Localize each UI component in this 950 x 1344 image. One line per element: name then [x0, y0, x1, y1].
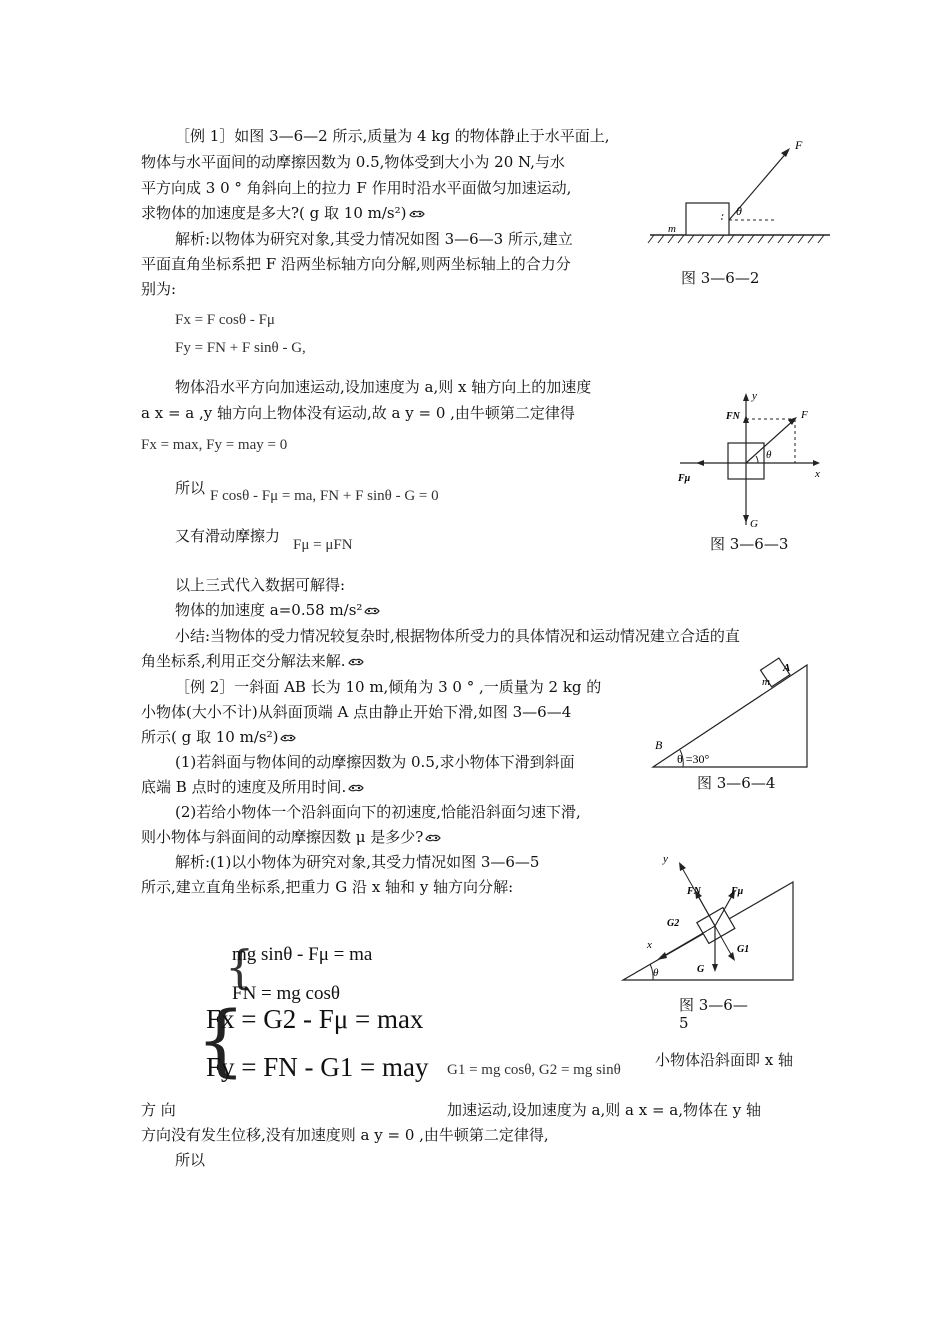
- fig5-FN: FN: [687, 886, 701, 897]
- ex1-line-3: 平方向成 3 0 ° 角斜向上的拉力 F 作用时沿水平面做匀加速运动,: [141, 179, 572, 197]
- fig3-F: F: [801, 409, 808, 421]
- fig3-y: y: [752, 390, 757, 402]
- fig4-m: m: [762, 676, 770, 688]
- ex2-q2-2: 则小物体与斜面间的动摩擦因数 μ 是多少?: [141, 828, 424, 846]
- ex2-q2-2-wrap: [141, 825, 441, 849]
- ex1-p2-2: a x = a ,y 轴方向上物体没有运动,故 a y = 0 ,由牛顿第二定律得: [141, 404, 575, 422]
- equation-friction: Fμ = μFN: [293, 537, 353, 553]
- fig5-theta: θ: [653, 967, 659, 979]
- brace-small: {: [225, 940, 255, 994]
- caption-3-6-2: 图 3—6—2: [681, 269, 760, 287]
- summary-1: 小结:当物体的受力情况较复杂时,根据物体所受力的具体情况和运动情况建立合适的直: [175, 627, 740, 645]
- ex1-line-1: ［例 1］如图 3—6—2 所示,质量为 4 kg 的物体静止于水平面上,: [175, 127, 610, 145]
- equation-newton: Fx = max, Fy = may = 0: [141, 437, 288, 453]
- ex1-analysis-3: 别为:: [141, 280, 177, 298]
- return-mark-icon: [409, 209, 425, 219]
- ex2-final: 所以: [175, 1151, 206, 1169]
- system-1b: FN = mg cosθ: [232, 983, 340, 1004]
- figure-3-6-5: [615, 848, 805, 988]
- ex2-analysis-2: 所示,建立直角坐标系,把重力 G 沿 x 轴和 y 轴方向分解:: [141, 878, 514, 896]
- fig2-m: m: [668, 223, 676, 235]
- fig5-x: x: [647, 939, 652, 951]
- fig5-y: y: [663, 853, 668, 865]
- fig2-theta: θ: [736, 204, 742, 218]
- friction-label: 又有滑动摩擦力: [175, 527, 281, 545]
- ex1-line-4: 求物体的加速度是多大?( g 取 10 m/s²): [141, 204, 407, 222]
- accel-wrap: [175, 598, 380, 622]
- fig4-A: A: [783, 662, 791, 674]
- fig5-G2: G2: [667, 918, 680, 929]
- ex2-q1-1: (1)若斜面与物体间的动摩擦因数为 0.5,求小物体下滑到斜面: [175, 753, 575, 771]
- so-label: 所以: [175, 479, 206, 497]
- ex1-analysis-1: 解析:以物体为研究对象,其受力情况如图 3—6—3 所示,建立: [175, 230, 573, 248]
- ex2-line-2: 小物体(大小不计)从斜面顶端 A 点由静止开始下滑,如图 3—6—4: [141, 703, 572, 721]
- ex2-dir-word: 方 向: [141, 1101, 176, 1119]
- ex2-q1-2-wrap: [141, 775, 364, 799]
- ex2-p4: 方向没有发生位移,没有加速度则 a y = 0 ,由牛顿第二定律得,: [141, 1126, 549, 1144]
- ex2-analysis-1: 解析:(1)以小物体为研究对象,其受力情况如图 3—6—5: [175, 853, 540, 871]
- fig5-Fmu: Fμ: [731, 886, 744, 897]
- fig5-G1: G1: [737, 944, 750, 955]
- ex1-analysis-2: 平面直角坐标系把 F 沿两坐标轴方向分解,则两坐标轴上的合力分: [141, 255, 571, 273]
- caption-3-6-5-line2: 5: [679, 1014, 689, 1032]
- ex2-q2-1: (2)若给小物体一个沿斜面向下的初速度,恰能沿斜面匀速下滑,: [175, 803, 581, 821]
- fig3-G: G: [750, 518, 758, 530]
- fig3-FN: FN: [726, 411, 740, 422]
- system-2b: Fy = FN - G1 = may: [206, 1052, 429, 1082]
- system-1a: mg sinθ - Fμ = ma: [232, 944, 373, 965]
- return-mark-icon: [348, 783, 364, 793]
- ex1-p2-1: 物体沿水平方向加速运动,设加速度为 a,则 x 轴方向上的加速度: [175, 378, 592, 396]
- fig3-Fmu: Fμ: [678, 473, 691, 484]
- equation-fy: Fy = FN + F sinθ - G,: [175, 340, 306, 356]
- fig5-G: G: [697, 964, 705, 975]
- accel-result: 物体的加速度 a=0.58 m/s²: [175, 601, 363, 619]
- ex2-after-geq: 小物体沿斜面即 x 轴: [655, 1051, 793, 1069]
- equation-combined: F cosθ - Fμ = ma, FN + F sinθ - G = 0: [210, 488, 439, 504]
- ex1-line-4-wrap: [141, 201, 425, 225]
- fig3-x: x: [815, 468, 820, 480]
- caption-3-6-5-line1: 图 3—6—: [679, 996, 748, 1014]
- caption-3-6-4: 图 3—6—4: [697, 774, 776, 792]
- ex2-line-3-wrap: [141, 725, 296, 749]
- fig4-B: B: [655, 738, 663, 752]
- substitute-text: 以上三式代入数据可解得:: [175, 576, 346, 594]
- fig3-theta: θ: [766, 449, 772, 461]
- summary-2: 角坐标系,利用正交分解法来解.: [141, 652, 346, 670]
- ex2-q1-2: 底端 B 点时的速度及所用时间.: [141, 778, 347, 796]
- ex1-line-2: 物体与水平面间的动摩擦因数为 0.5,物体受到大小为 20 N,与水: [141, 153, 565, 171]
- fig2-F: F: [795, 138, 803, 152]
- return-mark-icon: [425, 833, 441, 843]
- figure-3-6-4: [645, 645, 815, 773]
- fig4-angle: θ =30°: [677, 752, 710, 766]
- system-2a: Fx = G2 - Fμ = max: [206, 1004, 424, 1034]
- figure-3-6-3: [670, 385, 835, 530]
- summary-2-wrap: [141, 649, 364, 673]
- caption-3-6-3: 图 3—6—3: [710, 535, 789, 553]
- return-mark-icon: [364, 606, 380, 616]
- ex2-p3: 加速运动,设加速度为 a,则 a x = a,物体在 y 轴: [447, 1101, 762, 1119]
- ex2-line-3: 所示( g 取 10 m/s²): [141, 728, 279, 746]
- ex2-line-1: ［例 2］一斜面 AB 长为 10 m,倾角为 3 0 ° ,一质量为 2 kg 的: [175, 678, 602, 696]
- return-mark-icon: [348, 657, 364, 667]
- equation-g-components: G1 = mg cosθ, G2 = mg sinθ: [447, 1062, 621, 1078]
- return-mark-icon: [280, 733, 296, 743]
- block: [686, 203, 729, 235]
- figure-3-6-2: [640, 135, 840, 250]
- equation-fx: Fx = F cosθ - Fμ: [175, 312, 275, 328]
- brace-large: {: [196, 996, 246, 1086]
